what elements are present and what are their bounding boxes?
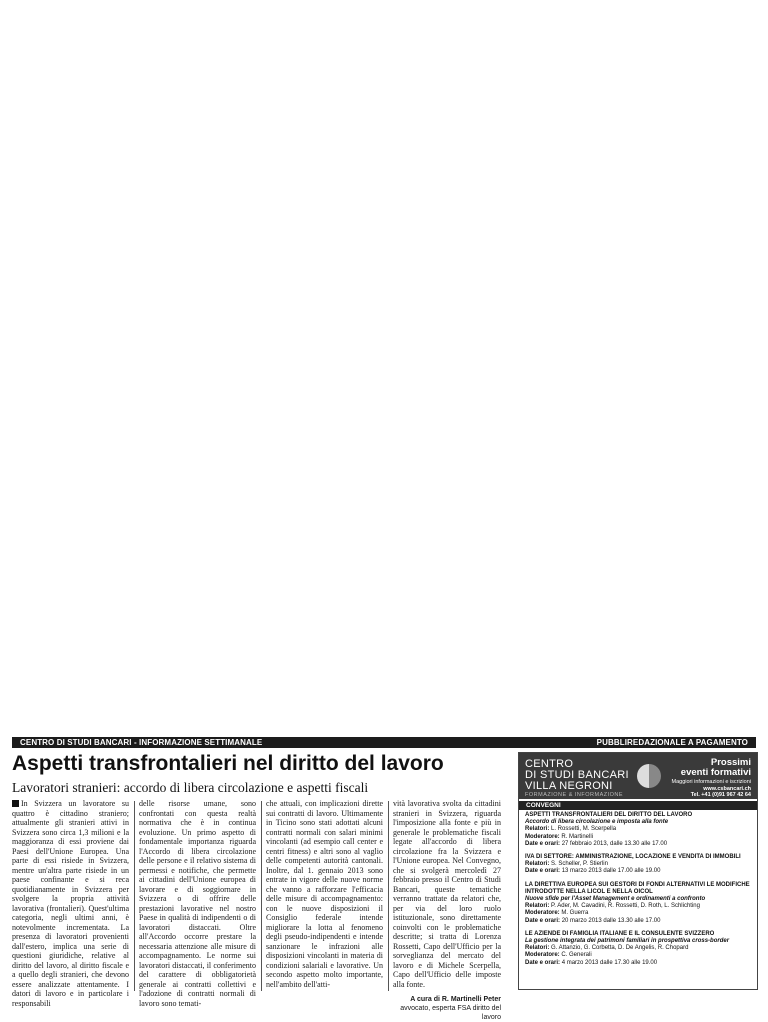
speakers-label: Relatori: — [525, 945, 550, 952]
website-link[interactable]: www.csbancari.ch — [703, 785, 751, 792]
date-label: Date e orari: — [525, 959, 561, 966]
column-divider — [261, 801, 262, 991]
moderator-label: Moderatore: — [525, 910, 560, 917]
event-date: 20 marzo 2013 dalle 13.30 alle 17.00 — [561, 917, 661, 924]
event-moderator: R. Martinelli — [561, 833, 594, 840]
event-moderator: C. Generali — [561, 952, 592, 959]
event-title: ASPETTI TRANSFRONTALIERI DEL DIRITTO DEL LAVORO — [525, 812, 693, 818]
event-speakers: S. Scheller, P. Stierlin — [551, 861, 608, 868]
article-body — [12, 799, 501, 1021]
event-speakers: P. Ader, M. Cavadini, R. Rossetti, D. Roth, L. Schlichting — [551, 903, 700, 910]
date-label: Date e orari: — [525, 917, 561, 924]
paragraph-start-mark — [12, 800, 19, 807]
moderator-label: Moderatore: — [525, 952, 560, 959]
article-title: Aspetti transfrontalieri nel diritto del lavoro — [12, 752, 444, 775]
column-text: In Svizzera un lavoratore su quattro è cittadino straniero; attualmente gli stranieri attivi in Svizzera sono circa 1,3 milioni e la maggioranza di essi proviene dai Paesi dell'Unione Europea. Una parte di essi risiede in Svizzera, mentre un'altra parte risiede in un paese confinante e si reca quotidianamente in Svizzera per svolgere la propria attività lavorativa (frontalieri). Quest'ultima categoria, negli ultimi anni, è notevolmente incrementata. La presenza di lavoratori provenienti dall'estero, implica una serie di questioni giuridiche, relative al diritto del lavoro, al diritto fiscale e a quello degli stranieri, che devono essere analizzate attentamente. I datori di lavoro e in particolare i responsabili — [12, 799, 129, 1008]
event-title: LA DIRETTIVA EUROPEA SUI GESTORI DI FONDI ALTERNATIVI LE MODIFICHE INTRODOTTE NELLA LICOL E NELLA OICOL — [525, 881, 750, 895]
event-title: IVA DI SETTORE: AMMINISTRAZIONE, LOCAZIONE E VENDITA DI IMMOBILI — [525, 854, 741, 861]
section-header-bar — [12, 737, 756, 748]
event-date: 13 marzo 2013 dalle 17.00 alle 19.00 — [561, 868, 661, 875]
logo — [525, 759, 629, 792]
event-title: LE AZIENDE DI FAMIGLIA ITALIANE E IL CONSULENTE SVIZZERO — [525, 930, 715, 937]
credit-role: avvocato, esperta FSA diritto del lavoro — [400, 1005, 501, 1021]
logo-line: VILLA NEGRONI — [525, 780, 613, 792]
header-right-label: PUBBLIREDAZIONALE A PAGAMENTO — [596, 738, 748, 747]
moderator-label: Moderatore: — [525, 833, 560, 840]
logo-line: DI STUDI BANCARI — [525, 769, 629, 781]
event-item — [525, 882, 753, 925]
article-column-2 — [139, 799, 256, 1008]
event-date: 4 marzo 2013 dalle 17.30 alle 19.00 — [561, 959, 658, 966]
event-item — [525, 931, 753, 967]
event-date: 27 febbraio 2013, dalle 13.30 alle 17.00 — [561, 840, 668, 847]
article-column-4 — [393, 799, 501, 1022]
events-heading — [681, 758, 751, 778]
info-text: Maggiori informazioni e iscrizioni — [671, 779, 751, 785]
column-divider — [388, 801, 389, 991]
header-left-label: CENTRO DI STUDI BANCARI - INFORMAZIONE SETTIMANALE — [20, 738, 263, 747]
phone-number: Tel. +41 (0)91 967 42 64 — [690, 792, 751, 799]
events-heading-line: eventi formativi — [680, 767, 751, 778]
column-text: vità lavorativa svolta da cittadini stranieri in Svizzera, riguarda l'imposizione alla fonte e più in generale le problematiche fiscali legate all'accordo di libera circolazione fra la Svizzera e l'Unione europea. Nel Convegno, che si svolgerà mercoledì 27 febbraio presso il Centro di Studi Bancari, queste tematiche verranno trattate da relatori che, per via del loro ruolo istituzionale, sono direttamente coinvolti con le problematiche descritte; si tratta di Lorenza Rossetti, Capo dell'Ufficio per la sorveglianza del mercato del lavoro e di Michele Scerpella, Capo dell'Ufficio delle imposte alla fonte. — [393, 799, 501, 989]
events-heading-line: Prossimi — [710, 757, 751, 768]
event-item — [525, 854, 753, 876]
article-subtitle: Lavoratori stranieri: accordo di libera circolazione e aspetti fiscali — [12, 780, 369, 795]
logo-line: CENTRO — [525, 758, 574, 770]
column-divider — [134, 801, 135, 991]
date-label: Date e orari: — [525, 840, 561, 847]
article-column-1 — [12, 799, 129, 1008]
logo-tagline: FORMAZIONE & INFORMAZIONE — [525, 792, 624, 798]
event-subtitle: Nuove sfide per l'Asset Management e ordinamenti a confronto — [525, 896, 706, 903]
article-column-3 — [266, 799, 383, 989]
event-speakers: L. Rossetti, M. Scerpella — [551, 826, 617, 833]
column-text: delle risorse umane, sono confrontati con questa realtà normativa che è in continua evoluzione. Un primo aspetto di fondamentale importanza riguarda l'Accordo di libera circolazione delle persone e il relativo sistema di permessi e notifiche, che permette ai cittadini dell'Unione europea di lavorare e di soggiornare in Svizzera o di offrire delle prestazioni lavorative nel nostro Paese in qualità di indipendenti o di lavoratori distaccati. Oltre all'Accordo occorre prestare la necessaria attenzione alle misure di accompagnamento. Le norme sui lavoratori distaccati, il conferimento del carattere di obbligatorietà generale ai contratti collettivi e l'adozione di contratti normali di lavoro sono temati- — [139, 799, 256, 1008]
credit-author: A cura di R. Martinelli Peter — [410, 996, 501, 1003]
contact-info — [672, 779, 751, 799]
event-moderator: M. Guerra — [561, 910, 589, 917]
speakers-label: Relatori: — [525, 826, 550, 833]
column-text: che attuali, con implicazioni dirette sui contratti di lavoro. Ultimamente in Ticino sono stati adottati alcuni contratti normali con salari minimi vincolanti (ad esempio call center e centri fitness) e altri sono al vaglio delle competenti autorità cantonali. Inoltre, dal 1. gennaio 2013 sono entrate in vigore delle nuove norme che vanno a rafforzare l'efficacia delle misure di accompagnamento: con le nuove disposizioni il Consiglio federale intende migliorare la lotta al fenomeno degli pseudo-indipendenti e intende sanzionare le infrazioni alle disposizioni vincolanti in materia di condizioni salariali e lavorative. Un secondo aspetto molto importante, nell'ambito dell'atti- — [266, 799, 383, 989]
speakers-label: Relatori: — [525, 861, 550, 868]
event-subtitle: La gestione integrata dei patrimoni familiari in prospettiva cross-border — [525, 938, 730, 945]
section-label: CONVEGNI — [519, 801, 757, 810]
article-credit — [393, 995, 501, 1022]
event-speakers: G. Attanzio, G. Corbetta, D. De Angelis, R. Chopard — [551, 945, 689, 952]
logo-circle-icon — [637, 764, 661, 788]
event-item — [525, 812, 753, 848]
event-list — [525, 812, 753, 973]
event-subtitle: Accordo di libera circolazione e imposta alla fonte — [525, 819, 669, 826]
events-sidebar — [518, 752, 758, 990]
date-label: Date e orari: — [525, 868, 561, 875]
speakers-label: Relatori: — [525, 903, 550, 910]
sidebar-header — [519, 753, 757, 799]
